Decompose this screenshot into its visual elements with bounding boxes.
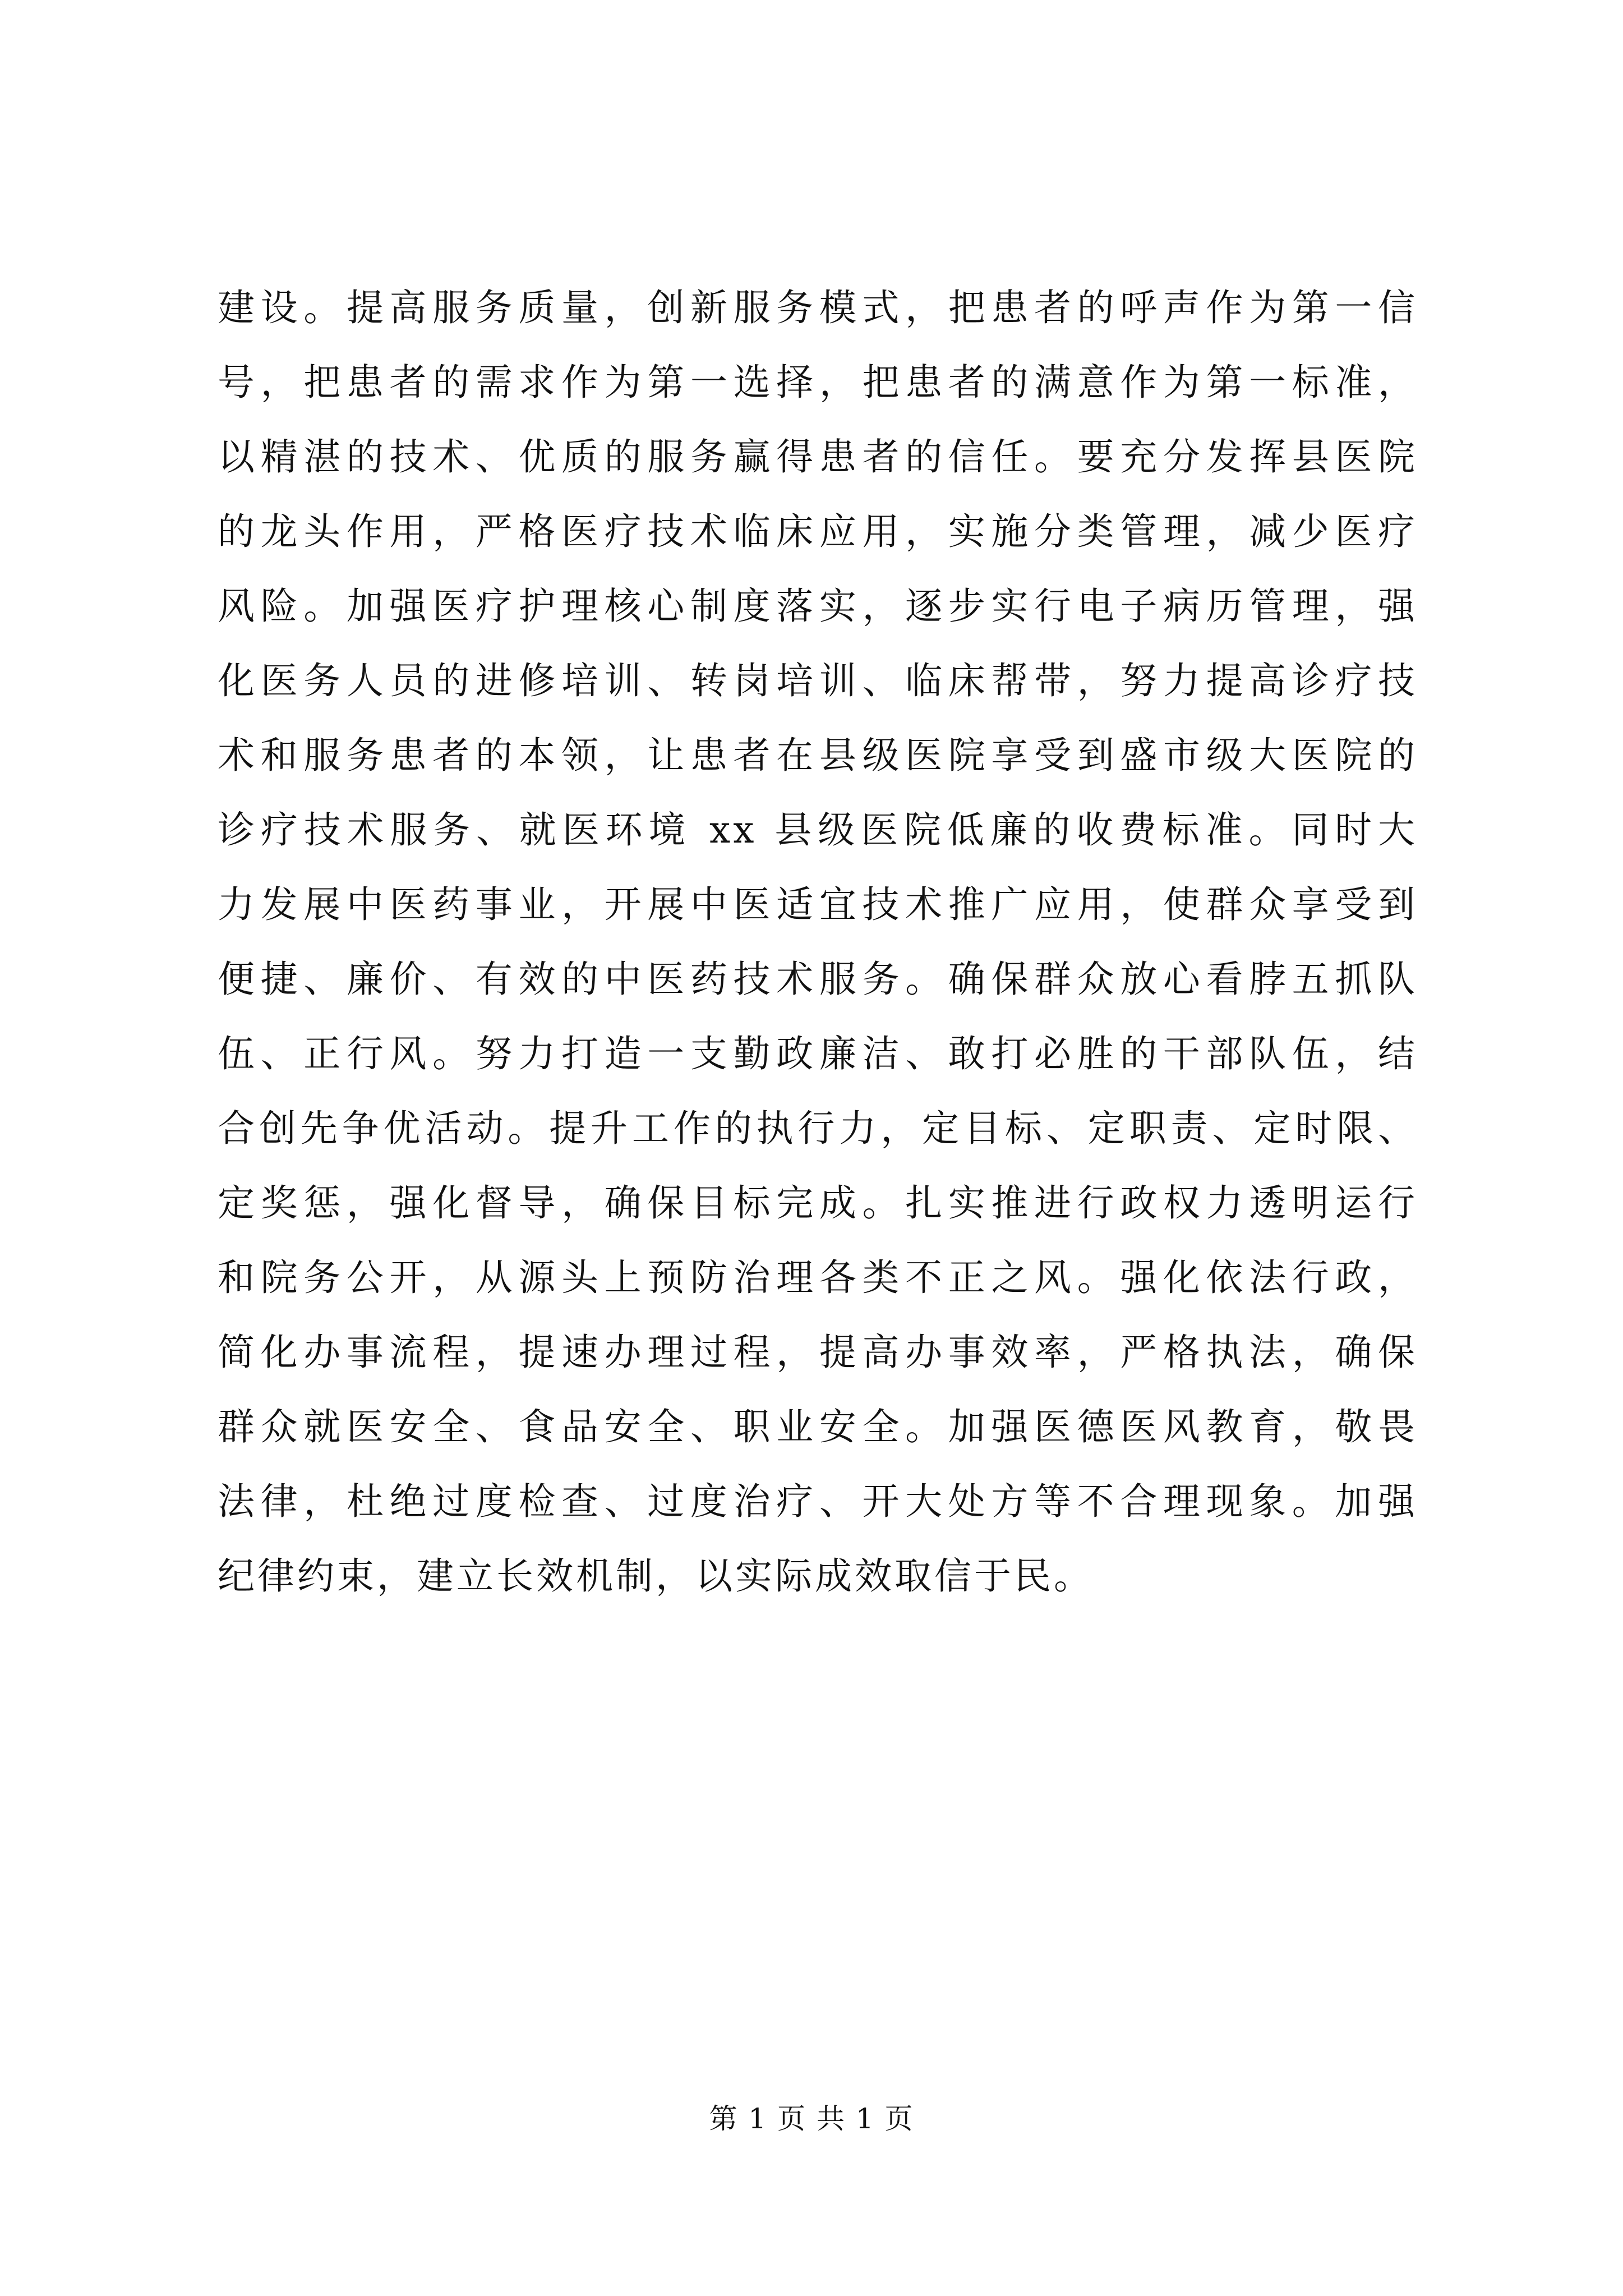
body-paragraph [218,270,1418,1613]
text-line: 群众就医安全、食品安全、职业安全。加强医德医风教育，敬畏 [218,1405,1418,1448]
text-line: 术和服务患者的本领，让患者在县级医院享受到盛市级大医院的 [218,734,1418,777]
text-line: 的龙头作用，严格医疗技术临床应用，实施分类管理，减少医疗 [218,510,1418,553]
page-number-label: 第 1 页 共 1 页 [709,2102,914,2135]
text-line: 号，把患者的需求作为第一选择，把患者的满意作为第一标准， [218,361,1418,404]
text-line: 建设。提高服务质量，创新服务模式，把患者的呼声作为第一信 [218,286,1418,329]
page-footer [0,2099,1623,2138]
text-line: 简化办事流程，提速办理过程，提高办事效率，严格执法，确保 [218,1331,1418,1374]
text-line: 诊疗技术服务、就医环境 xx 县级医院低廉的收费标准。同时大 [218,808,1418,852]
text-line: 力发展中医药事业，开展中医适宜技术推广应用，使群众享受到 [218,883,1418,926]
text-line: 纪律约束，建立长效机制，以实际成效取信于民。 [218,1554,1094,1598]
text-line: 和院务公开，从源头上预防治理各类不正之风。强化依法行政， [218,1256,1418,1299]
text-line: 法律，杜绝过度检查、过度治疗、开大处方等不合理现象。加强 [218,1480,1418,1523]
text-line: 定奖惩，强化督导，确保目标完成。扎实推进行政权力透明运行 [218,1181,1418,1225]
text-line: 化医务人员的进修培训、转岗培训、临床帮带，努力提高诊疗技 [218,659,1418,702]
text-line: 便捷、廉价、有效的中医药技术服务。确保群众放心看脖五抓队 [218,958,1418,1001]
text-line: 伍、正行风。努力打造一支勤政廉洁、敢打必胜的干部队伍，结 [218,1032,1418,1075]
text-line: 风险。加强医疗护理核心制度落实，逐步实行电子病历管理，强 [218,585,1418,628]
text-line: 合创先争优活动。提升工作的执行力，定目标、定职责、定时限、 [218,1107,1418,1150]
text-line: 以精湛的技术、优质的服务赢得患者的信任。要充分发挥县医院 [218,435,1418,478]
